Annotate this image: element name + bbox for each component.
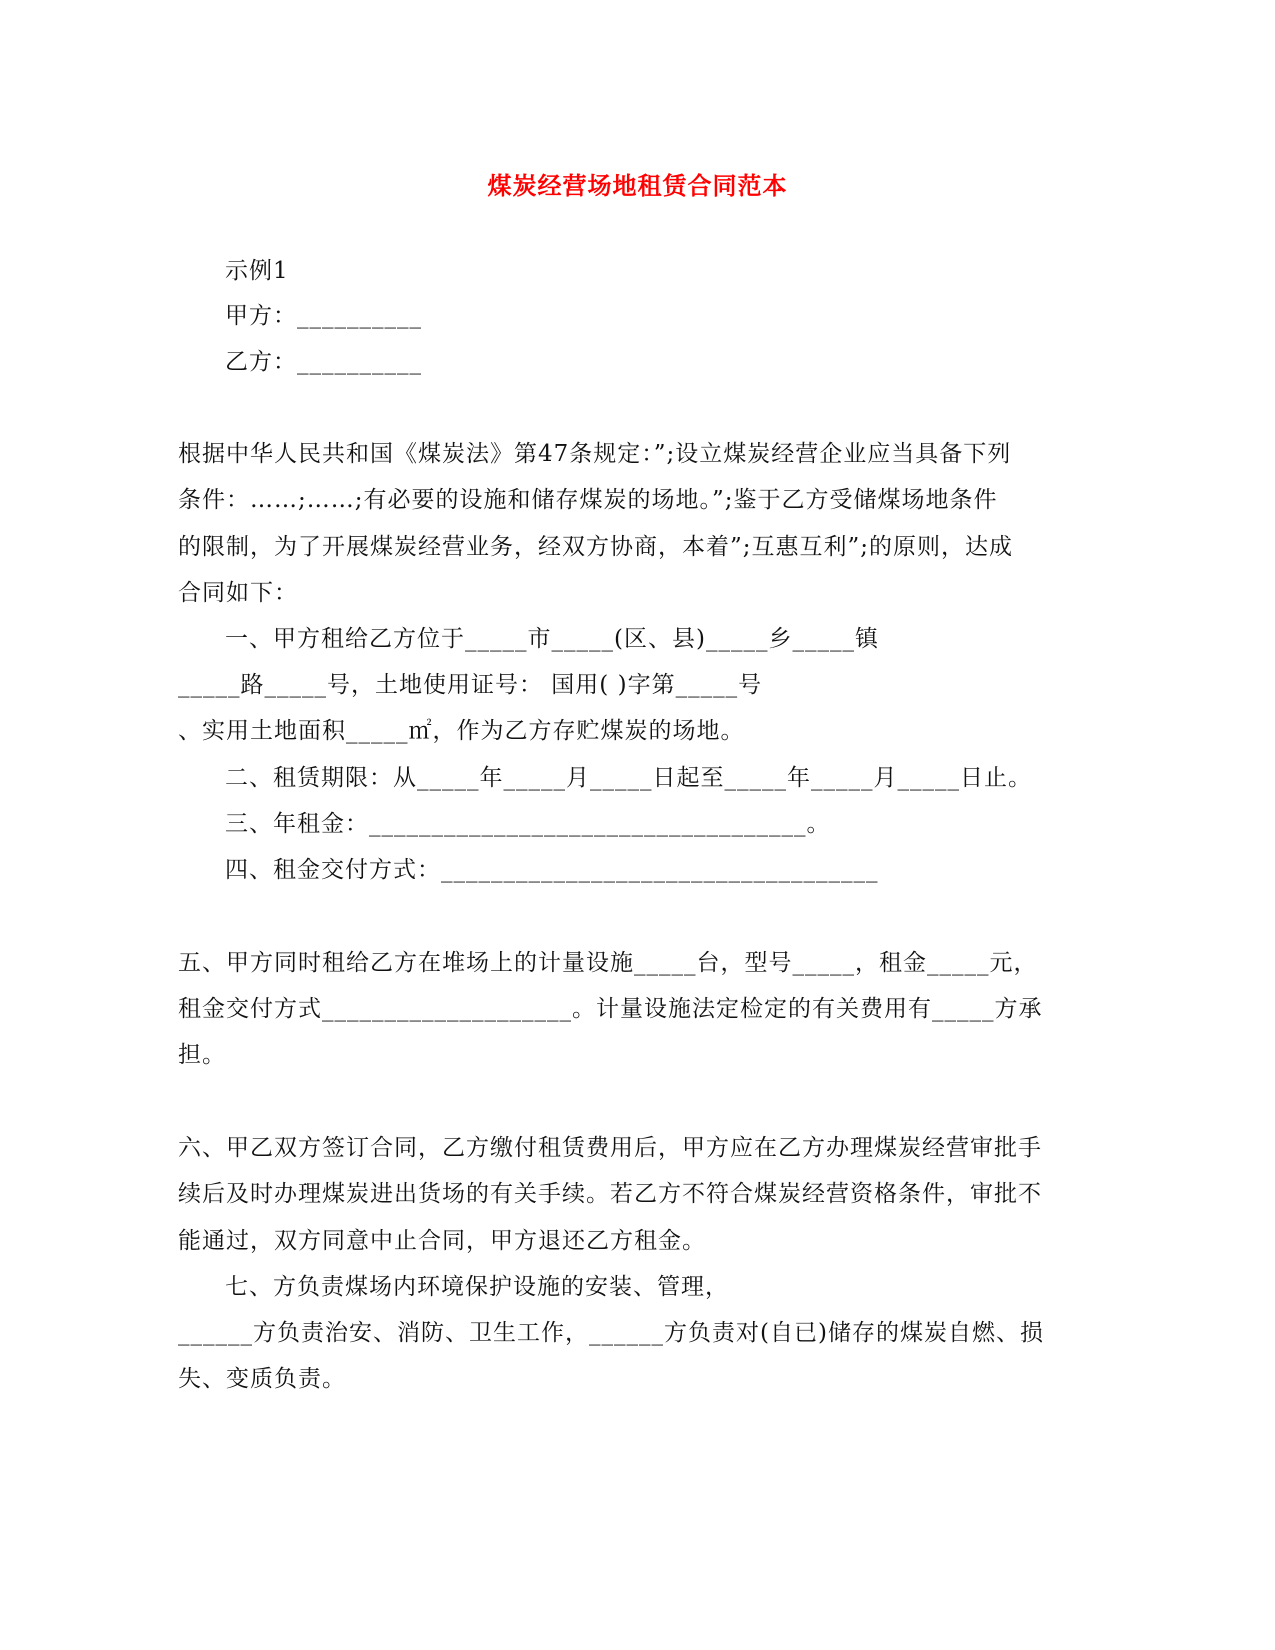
example-label: 示例1 bbox=[225, 258, 289, 284]
clause-7-line-1: 七、方负责煤场内环境保护设施的安装、管理， bbox=[225, 1274, 729, 1300]
clause-1-line-3: 、实用土地面积_____㎡，作为乙方存贮煤炭的场地。 bbox=[178, 718, 745, 744]
preamble-line-2: 条件：……;……;有必要的设施和储存煤炭的场地。”;鉴于乙方受储煤场地条件 bbox=[178, 487, 998, 513]
clause-1-line-2: _____路_____号，土地使用证号： 国用( )字第_____号 bbox=[178, 672, 763, 698]
clause-3-line: 三、年租金：___________________________________。 bbox=[225, 811, 831, 837]
clause-7-line-3: 失、变质负责。 bbox=[178, 1366, 346, 1392]
clause-5-line-2: 租金交付方式____________________。计量设施法定检定的有关费用有_____方承 bbox=[178, 996, 1043, 1022]
clause-5-line-1: 五、甲方同时租给乙方在堆场上的计量设施_____台，型号_____，租金_____元， bbox=[178, 950, 1038, 976]
clause-1-line-1: 一、甲方租给乙方位于_____市_____(区、县)_____乡_____镇 bbox=[225, 626, 879, 652]
clause-2-line: 二、租赁期限：从_____年_____月_____日起至_____年_____月_____日止。 bbox=[225, 765, 1032, 791]
clause-6-line-2: 续后及时办理煤炭进出货场的有关手续。若乙方不符合煤炭经营资格条件，审批不 bbox=[178, 1181, 1042, 1207]
clause-6-line-3: 能通过，双方同意中止合同，甲方退还乙方租金。 bbox=[178, 1228, 706, 1254]
clause-4-line: 四、租金交付方式：___________________________________ bbox=[225, 857, 879, 883]
clause-6-line-1: 六、甲乙双方签订合同，乙方缴付租赁费用后，甲方应在乙方办理煤炭经营审批手 bbox=[178, 1135, 1042, 1161]
clause-7-line-2: ______方负责治安、消防、卫生工作，______方负责对(自已)储存的煤炭自燃、损 bbox=[178, 1320, 1044, 1346]
preamble-line-4: 合同如下： bbox=[178, 580, 298, 606]
clause-5-line-3: 担。 bbox=[178, 1042, 226, 1068]
preamble-line-3: 的限制，为了开展煤炭经营业务，经双方协商，本着”;互惠互利”;的原则，达成 bbox=[178, 534, 1014, 560]
document-title: 煤炭经营场地租赁合同范本 bbox=[487, 171, 788, 200]
preamble-line-1: 根据中华人民共和国《煤炭法》第47条规定：”;设立煤炭经营企业应当具备下列 bbox=[178, 441, 1012, 467]
party-b-line: 乙方：__________ bbox=[225, 349, 422, 375]
party-a-line: 甲方：__________ bbox=[225, 303, 422, 329]
